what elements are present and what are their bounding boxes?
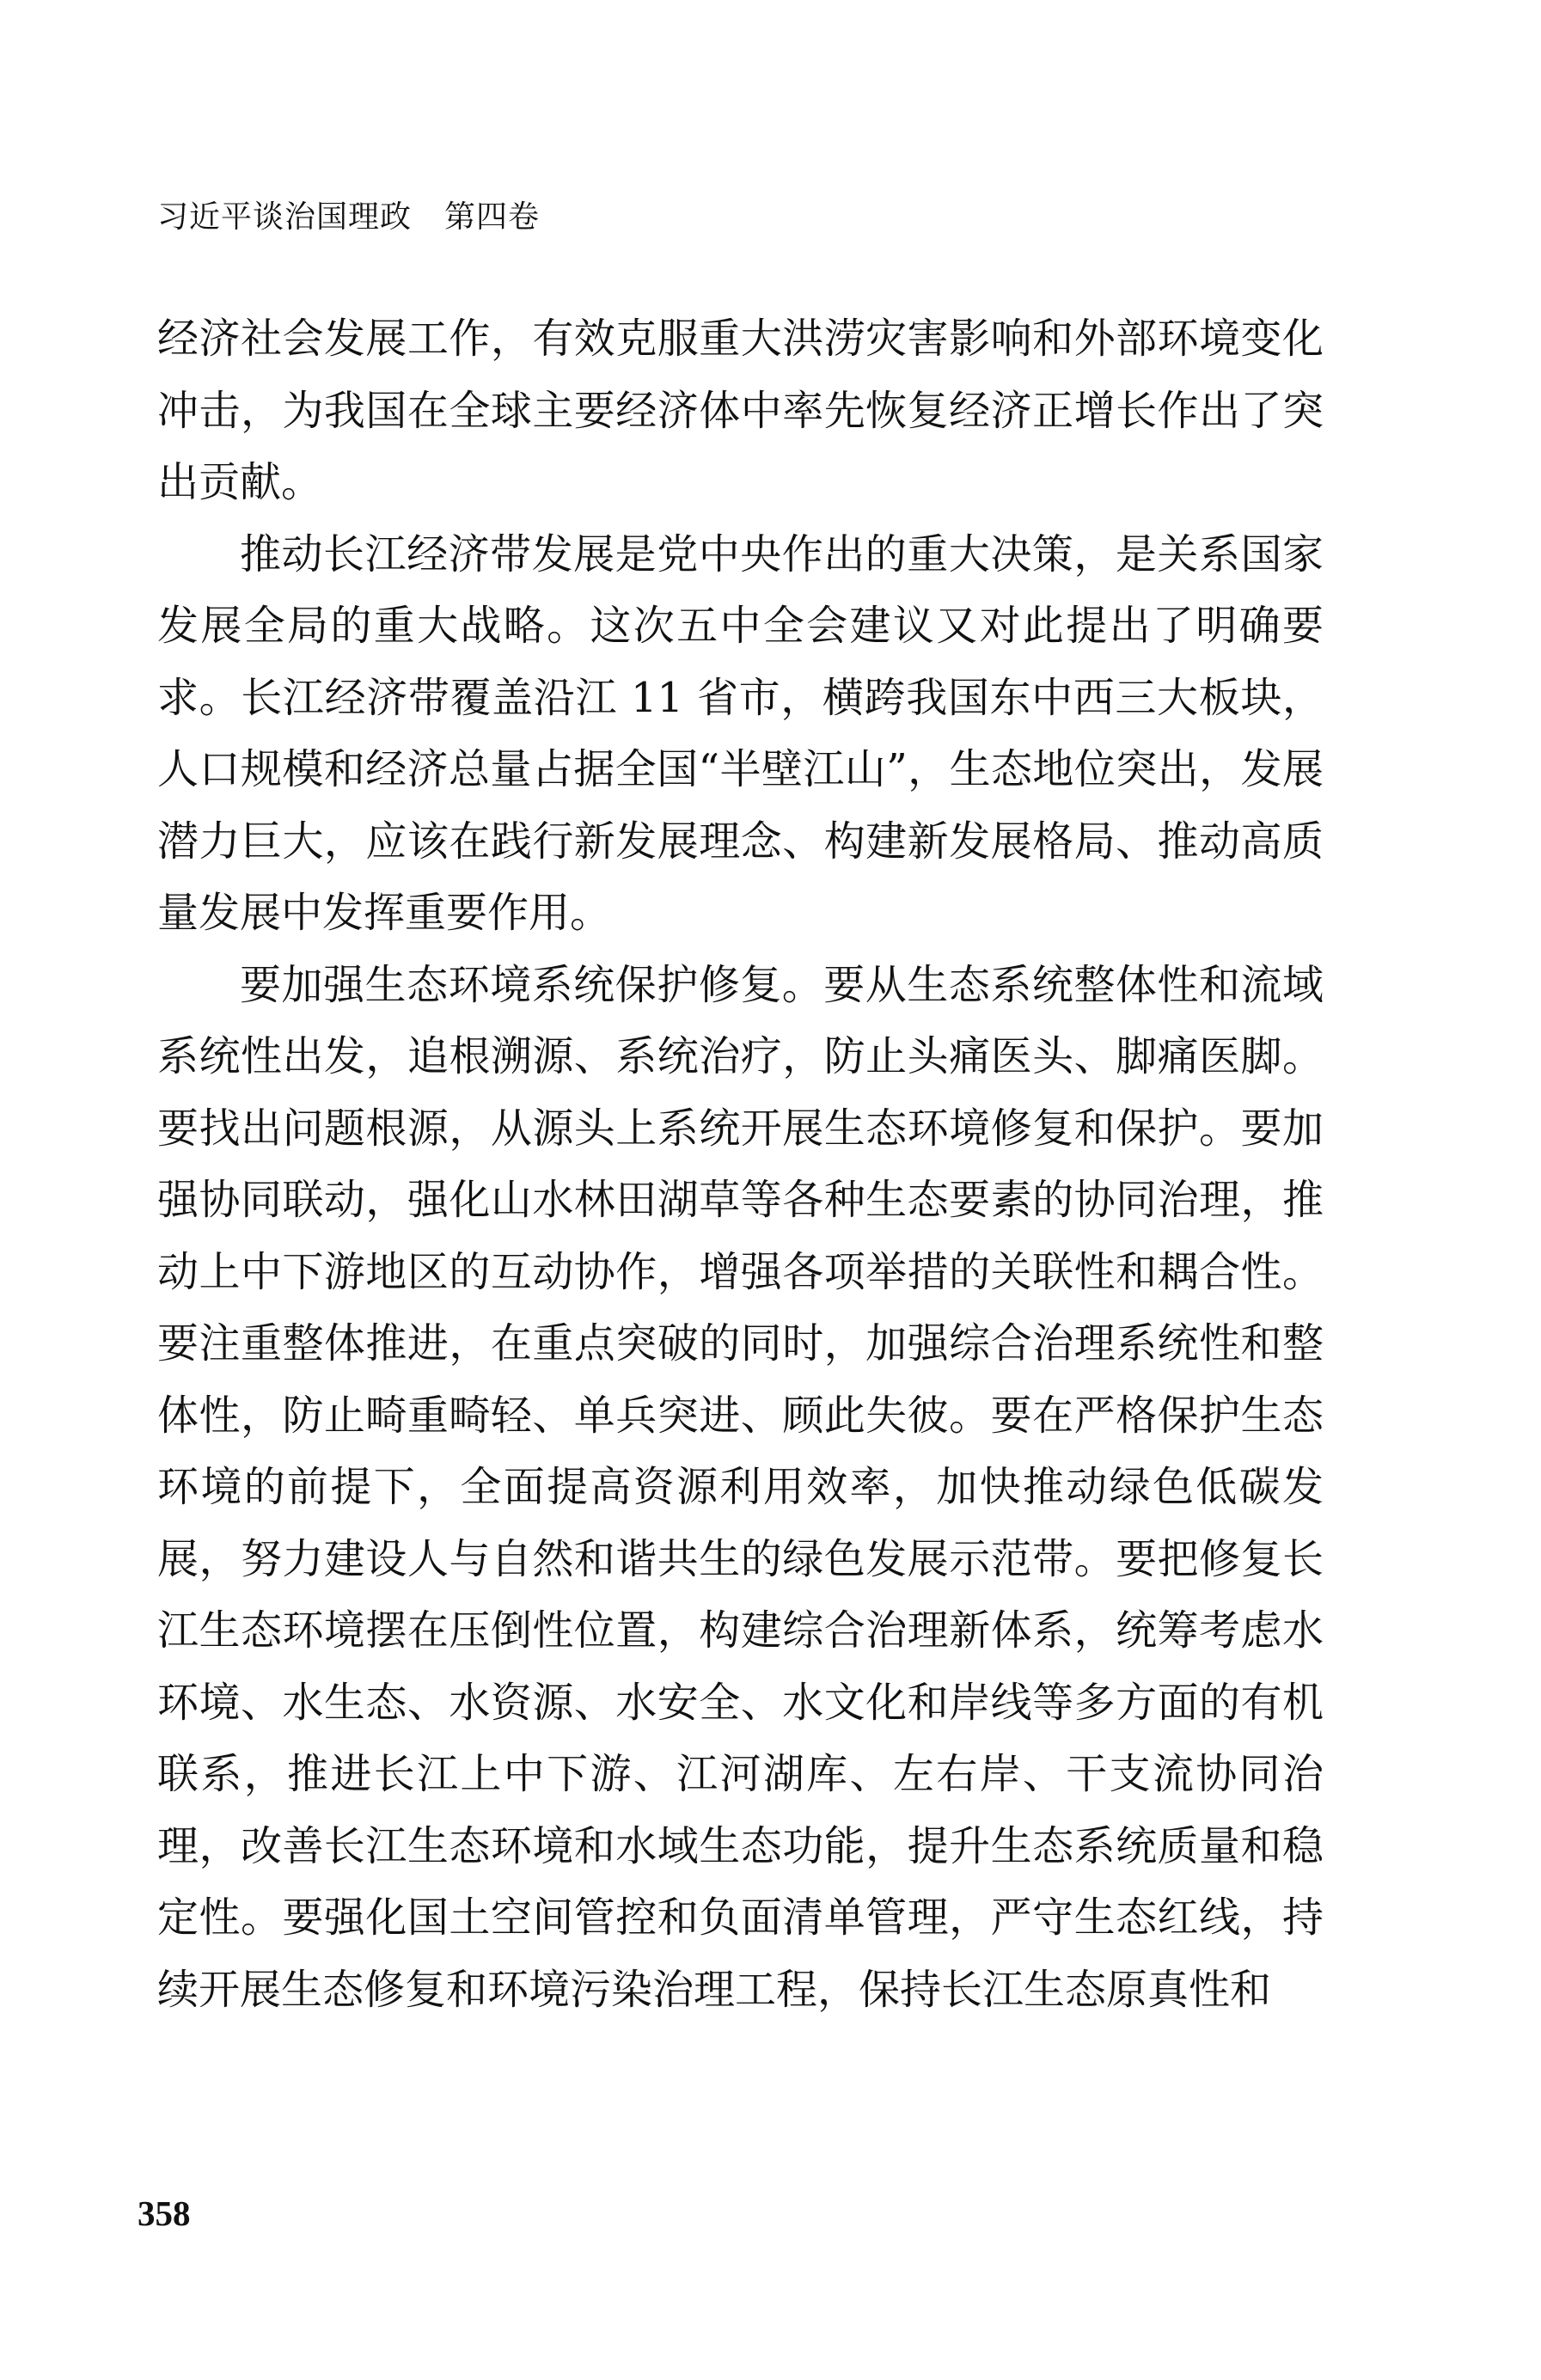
book-title: 习近平谈治国理政	[157, 199, 413, 235]
body-text	[157, 303, 1324, 2026]
volume-label: 第四卷	[444, 199, 541, 235]
page-number: 358	[138, 2193, 191, 2233]
paragraph-1: 经济社会发展工作，有效克服重大洪涝灾害影响和外部环境变化冲击，为我国在全球主要经济体中率先恢复经济正增长作出了突出贡献。	[157, 315, 1324, 506]
running-header	[157, 196, 540, 239]
paragraph-2: 推动长江经济带发展是党中央作出的重大决策，是关系国家发展全局的重大战略。这次五中全会建议又对此提出了明确要求。长江经济带覆盖沿江 11 省市，横跨我国东中西三大板块，人口规模和经济总量占据全国“半壁江山”，生态地位突出，发展潜力巨大，应该在践行新发展理念、构建新发展格局、推动高质量发展中发挥重要作用。	[157, 529, 1324, 937]
paragraph-3: 要加强生态环境系统保护修复。要从生态系统整体性和流域系统性出发，追根溯源、系统治疗，防止头痛医头、脚痛医脚。要找出问题根源，从源头上系统开展生态环境修复和保护。要加强协同联动，强化山水林田湖草等各种生态要素的协同治理，推动上中下游地区的互动协作，增强各项举措的关联性和耦合性。要注重整体推进，在重点突破的同时，加强综合治理系统性和整体性，防止畸重畸轻、单兵突进、顾此失彼。要在严格保护生态环境的前提下，全面提高资源利用效率，加快推动绿色低碳发展，努力建设人与自然和谐共生的绿色发展示范带。要把修复长江生态环境摆在压倒性位置，构建综合治理新体系，统筹考虑水环境、水生态、水资源、水安全、水文化和岸线等多方面的有机联系，推进长江上中下游、江河湖库、左右岸、干支流协同治理，改善长江生态环境和水域生态功能，提升生态系统质量和稳定性。要强化国土空间管控和负面清单管理，严守生态红线，持续开展生态修复和环境污染治理工程，保持长江生态原真性和	[157, 960, 1324, 2014]
